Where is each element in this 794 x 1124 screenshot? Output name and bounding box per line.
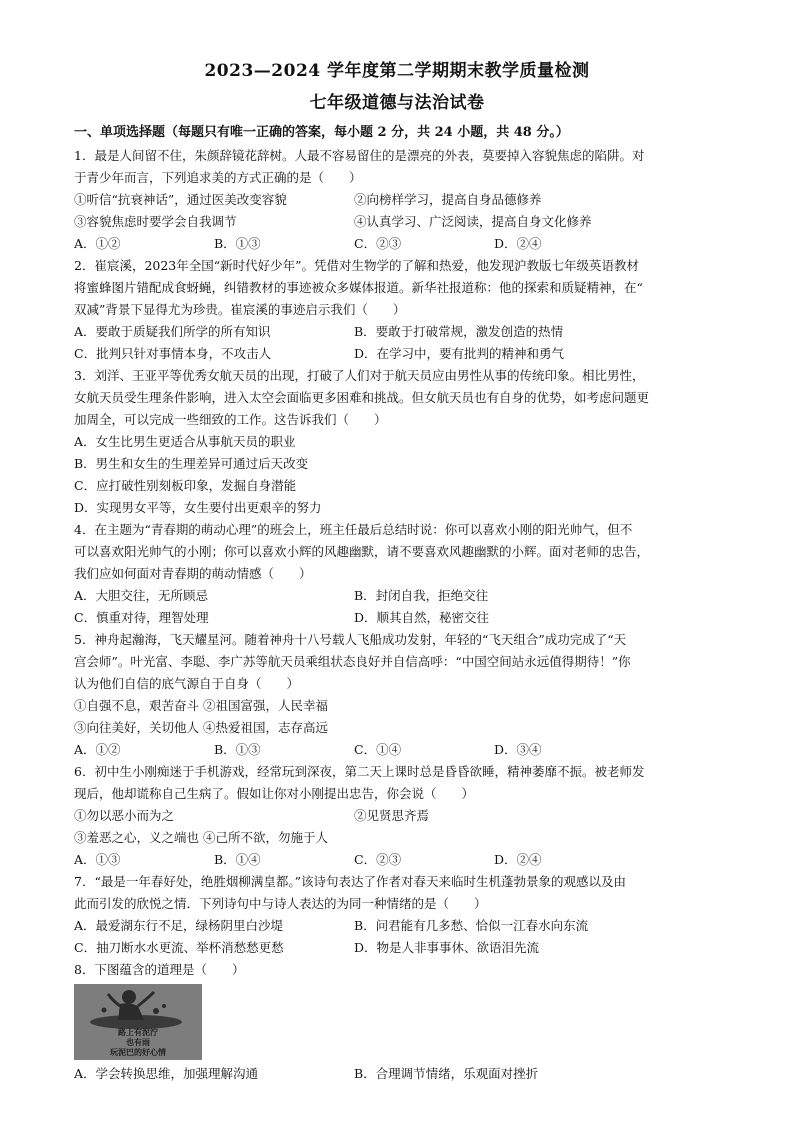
- exam-subtitle: 七年级道德与法治试卷: [309, 93, 485, 113]
- statement-row: [74, 189, 720, 211]
- option-a[interactable]: A．大胆交往，无所顾忌: [74, 588, 209, 603]
- statement-row: [74, 211, 720, 233]
- question-stem-line: 3．刘洋、王亚平等优秀女航天员的出现，打破了人们对于航天员应由男性从事的传统印象。相比男性，: [74, 368, 645, 383]
- option-a[interactable]: A．女生比男生更适合从事航天员的职业: [74, 434, 296, 449]
- option-a[interactable]: A．①③: [74, 852, 121, 867]
- option-d[interactable]: D．在学习中，要有批判的精神和勇气: [354, 346, 565, 361]
- options-row: [74, 321, 720, 343]
- option-d[interactable]: D．顺其自然，秘密交往: [354, 610, 490, 625]
- question-stem-line: 现后，他却谎称自己生病了。假如让你对小刚提出忠告，你会说（ ）: [74, 786, 475, 801]
- question-stem-line: 4．在主题为“青春期的萌动心理”的班会上，班主任最后总结时说：你可以喜欢小刚的阳光帅气，但不: [74, 522, 633, 537]
- options-row: [74, 343, 720, 365]
- question-stem-line: 6．初中生小刚痴迷于手机游戏，经常玩到深夜，第二天上课时总是昏昏欲睡，精神萎靡不振。被老师发: [74, 764, 645, 779]
- question-stem-line: 双减”背景下显得尤为珍贵。崔宸溪的事迹启示我们（ ）: [74, 302, 406, 317]
- option-a[interactable]: A．学会转换思维，加强理解沟通: [74, 1066, 259, 1081]
- statement-item: ③向往美好，关切他人 ④热爱祖国，志存高远: [74, 720, 328, 735]
- question-8: [74, 959, 720, 1085]
- question-stem-line: 可以喜欢阳光帅气的小刚；你可以喜欢小辉的风趣幽默，请不要喜欢风趣幽默的小辉。面对老师的忠告，: [74, 544, 650, 559]
- option-c[interactable]: C．②③: [354, 236, 402, 251]
- question-6: [74, 761, 720, 871]
- option-a[interactable]: A．最爱湖东行不足，绿杨阴里白沙堤: [74, 918, 284, 933]
- option-b[interactable]: B．封闭自我，拒绝交往: [354, 588, 489, 603]
- option-c[interactable]: C．①④: [354, 742, 402, 757]
- question-stem-line: 7．“最是一年春好处，绝胜烟柳满皇都。”该诗句表达了作者对春天来临时生机蓬勃景象的观感以及由: [74, 874, 626, 889]
- option-c[interactable]: C．②③: [354, 852, 402, 867]
- question-stem-line: 2．崔宸溪，2023年全国“新时代好少年”。凭借对生物学的了解和热爱，他发现沪教版七年级英语教材: [74, 258, 640, 273]
- option-c[interactable]: C．抽刀断水水更流、举杯消愁愁更愁: [74, 940, 284, 955]
- figure-caption-line: 也有雨: [126, 1038, 150, 1047]
- question-3: [74, 365, 720, 519]
- question-stem-line: 宫会师”。叶光富、李聪、李广苏等航天员乘组状态良好并自信高呼：“中国空间站永远值得期待！”你: [74, 654, 631, 669]
- question-5: [74, 629, 720, 761]
- statement-item: ②见贤思齐焉: [354, 808, 430, 823]
- options-row: [74, 915, 720, 937]
- option-b[interactable]: B．①③: [214, 236, 261, 251]
- question-2: [74, 255, 720, 365]
- question-stem-line: 此而引发的欣悦之情．下列诗句中与诗人表达的为同一种情绪的是（ ）: [74, 896, 487, 911]
- question-stem-line: 1．最是人间留不住，朱颜辞镜花辞树。人最不容易留住的是漂亮的外表，莫要掉入容貌焦虑的陷阱。对: [74, 148, 645, 163]
- statement-item: ③容貌焦虑时要学会自我调节: [74, 214, 237, 229]
- question-stem-line: 于青少年而言，下列追求美的方式正确的是（ ）: [74, 170, 362, 185]
- question-7: [74, 871, 720, 959]
- option-d[interactable]: D．③④: [494, 742, 542, 757]
- statement-row: [74, 805, 720, 827]
- option-c[interactable]: C．批判只针对事情本身，不攻击人: [74, 346, 272, 361]
- question-stem-line: 认为他们自信的底气源自于自身（ ）: [74, 676, 300, 691]
- options-row: [74, 1063, 720, 1085]
- option-a[interactable]: A．①②: [74, 742, 121, 757]
- option-c[interactable]: C．慎重对待，理智处理: [74, 610, 209, 625]
- option-b[interactable]: B．①④: [214, 852, 261, 867]
- question-stem-line: 5．神舟起瀚海，飞天耀星河。随着神舟十八号载人飞船成功发射，年轻的“飞天组合”成功完成了“天: [74, 632, 627, 647]
- statement-item: ①勿以恶小而为之: [74, 808, 175, 823]
- question-4: [74, 519, 720, 629]
- options-row: [74, 585, 720, 607]
- figure-caption-line: 玩泥巴的好心情: [110, 1048, 166, 1057]
- exam-title: 2023—2024 学年度第二学期期末教学质量检测: [204, 61, 590, 81]
- option-c[interactable]: C．应打破性别刻板印象，发掘自身潜能: [74, 478, 297, 493]
- options-row: [74, 739, 720, 761]
- question-stem-line: 加周全，可以完成一些细致的工作。这告诉我们（ ）: [74, 412, 387, 427]
- options-row: [74, 849, 720, 871]
- statement-item: ③羞恶之心，义之端也 ④己所不欲，勿施于人: [74, 830, 328, 845]
- statement-item: ①自强不息，艰苦奋斗 ②祖国富强，人民幸福: [74, 698, 328, 713]
- statement-item: ②向榜样学习，提高自身品德修养: [354, 192, 542, 207]
- question-stem-line: 女航天员受生理条件影响，进入太空会面临更多困难和挑战。但女航天员也有自身的优势，如考虑问题更: [74, 390, 650, 405]
- question-stem-line: 我们应如何面对青春期的萌动情感（ ）: [74, 566, 312, 581]
- option-d[interactable]: D．实现男女平等，女生要付出更艰辛的努力: [74, 500, 322, 515]
- option-a[interactable]: A．要敢于质疑我们所学的所有知识: [74, 324, 271, 339]
- statement-item: ④认真学习、广泛阅读，提高自身文化修养: [354, 214, 592, 229]
- option-a[interactable]: A．①②: [74, 236, 121, 251]
- options-row: [74, 937, 720, 959]
- option-b[interactable]: B．问君能有几多愁、恰似一江春水向东流: [354, 918, 589, 933]
- options-row: [74, 607, 720, 629]
- questions-content: [74, 145, 720, 1085]
- question-1: [74, 145, 720, 255]
- figure-caption-line: 路上有泥泞: [118, 1028, 158, 1037]
- question-figure: [74, 984, 202, 1060]
- option-d[interactable]: D．物是人非事事休、欲语泪先流: [354, 940, 540, 955]
- question-stem-line: 将蜜蜂图片错配成食蚜蝇，纠错教材的事迹被众多媒体报道。新华社报道称：他的探索和质疑精神，在“: [74, 280, 643, 295]
- option-b[interactable]: B．要敢于打破常规，激发创造的热情: [354, 324, 564, 339]
- section-heading: 一、单项选择题（每题只有唯一正确的答案，每小题 2 分，共 24 小题，共 48 分。）: [74, 125, 569, 140]
- option-d[interactable]: D．②④: [494, 852, 542, 867]
- option-b[interactable]: B．合理调节情绪，乐观面对挫折: [354, 1066, 539, 1081]
- option-b[interactable]: B．①③: [214, 742, 261, 757]
- option-b[interactable]: B．男生和女生的生理差异可通过后天改变: [74, 456, 309, 471]
- options-row: [74, 233, 720, 255]
- question-stem-line: 8．下图蕴含的道理是（ ）: [74, 962, 245, 977]
- option-d[interactable]: D．②④: [494, 236, 542, 251]
- statement-item: ①听信“抗衰神话”，通过医美改变容貌: [74, 192, 287, 207]
